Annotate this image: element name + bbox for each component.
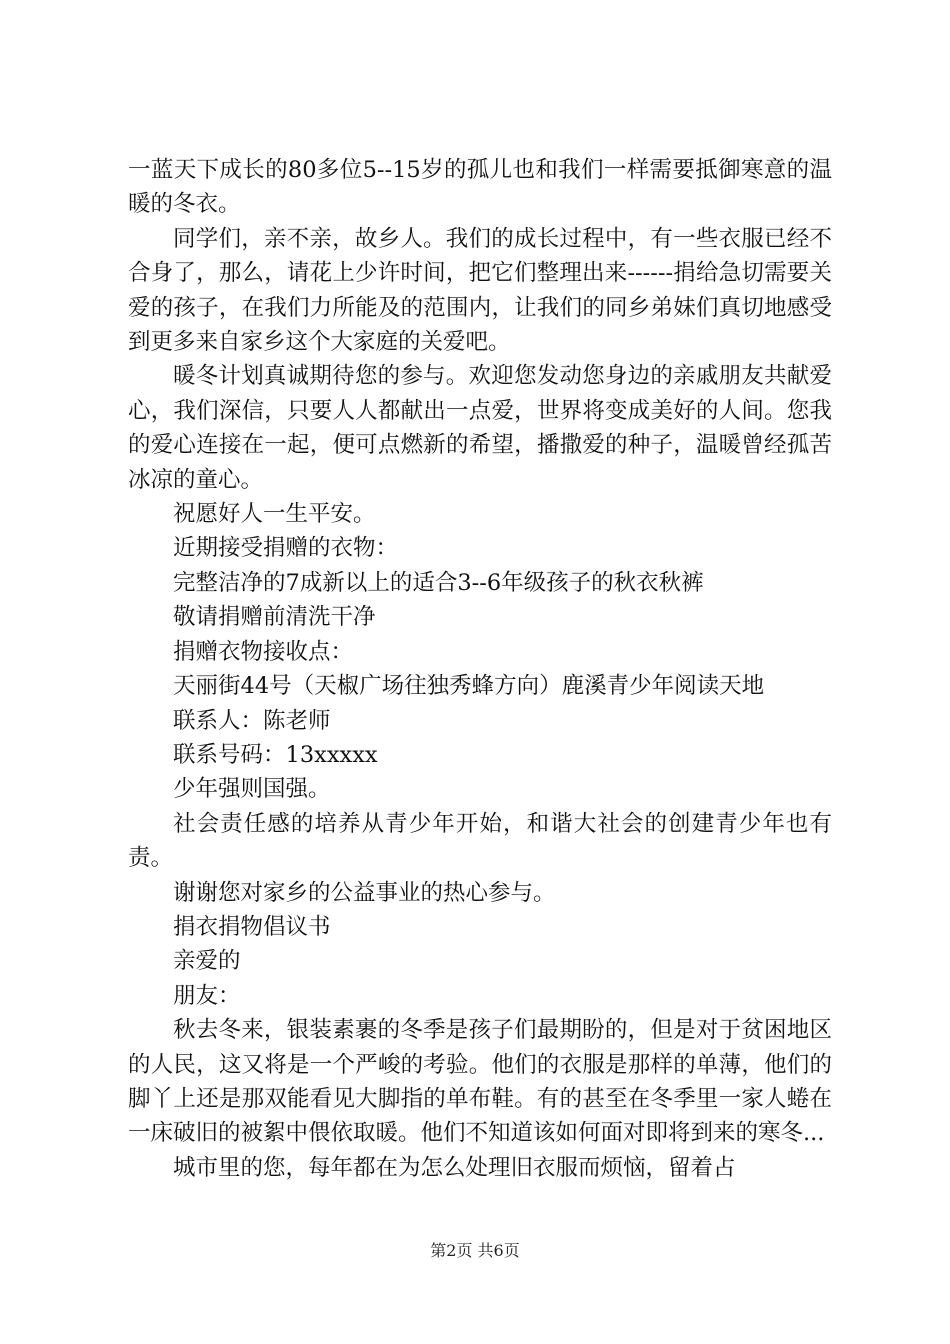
paragraph: 城市里的您，每年都在为怎么处理旧衣服而烦恼，留着占 xyxy=(173,1154,736,1181)
paragraph: 社会责任感的培养从青少年开始，和谐大社会的创建青少年也有责。 xyxy=(128,810,832,872)
paragraph: 祝愿好人一生平安。 xyxy=(173,501,376,528)
paragraph: 完整洁净的7成新以上的适合3--6年级孩子的秋衣秋裤 xyxy=(173,569,704,596)
paragraph: 敬请捐赠前清洗干净 xyxy=(173,604,376,631)
paragraph: 同学们，亲不亲，故乡人。我们的成长过程中，有一些衣服已经不合身了，那么，请花上少许时间，把它们整理出来------捐给急切需要关爱的孩子，在我们力所能及的范围内，让我们的同乡弟妹们真切地感受到更多来自家乡这个大家庭的关爱吧。 xyxy=(128,225,832,356)
paragraph: 捐衣捐物倡议书 xyxy=(173,913,331,940)
paragraph: 少年强则国强。 xyxy=(173,776,331,803)
paragraph: 联系人：陈老师 xyxy=(173,707,331,734)
paragraph: 天丽街44号（天椒广场往独秀蜂方向）鹿溪青少年阅读天地 xyxy=(173,673,765,700)
page-footer: 第2页 共6页 xyxy=(430,1241,520,1260)
paragraph: 朋友： xyxy=(173,982,241,1009)
paragraph: 一蓝天下成长的80多位5--15岁的孤儿也和我们一样需要抵御寒意的温暖的冬衣。 xyxy=(128,157,832,218)
paragraph: 暖冬计划真诚期待您的参与。欢迎您发动您身边的亲戚朋友共献爱心，我们深信，只要人人都献出一点爱，世界将变成美好的人间。您我的爱心连接在一起，便可点燃新的希望，播撒爱的种子，温暖曾经孤苦冰凉的童心。 xyxy=(128,363,832,493)
paragraph: 亲爱的 xyxy=(173,948,241,975)
document-body xyxy=(128,153,832,1185)
paragraph: 捐赠衣物接收点： xyxy=(173,638,354,665)
paragraph: 谢谢您对家乡的公益事业的热心参与。 xyxy=(173,879,556,906)
paragraph: 秋去冬来，银装素裹的冬季是孩子们最期盼的，但是对于贫困地区的人民，这又将是一个严峻的考验。他们的衣服是那样的单薄，他们的脚丫上还是那双能看见大脚指的单布鞋。有的甚至在冬季里一家人蜷在一床破旧的被絮中偎依取暖。他们不知道该如何面对即将到来的寒冬... xyxy=(128,1017,832,1147)
paragraph: 近期接受捐赠的衣物： xyxy=(173,535,399,562)
paragraph: 联系号码：13xxxxx xyxy=(173,741,378,768)
